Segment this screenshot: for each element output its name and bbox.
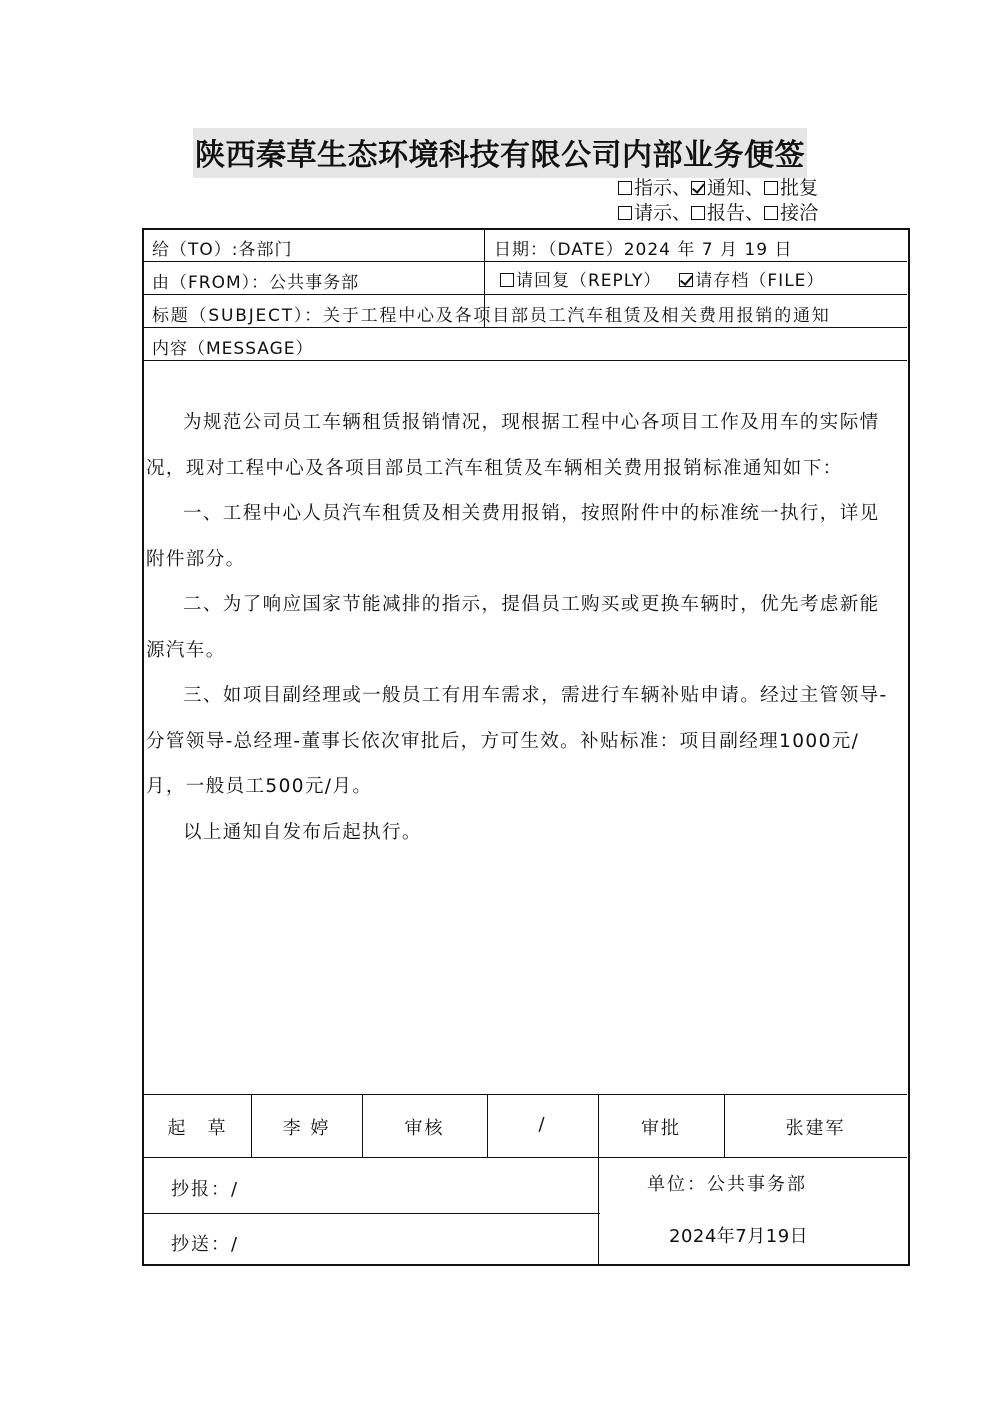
message-paragraph: 一、工程中心人员汽车租赁及相关费用报销，按照附件中的标准统一执行，详见附件部分。 xyxy=(146,503,880,570)
date-field: 日期：（DATE）2024 年 7 月 19 日 xyxy=(494,240,793,260)
approve-label: 审批 xyxy=(641,1118,681,1139)
review-value: / xyxy=(538,1114,547,1135)
type-checkbox[interactable] xyxy=(618,206,632,220)
type-label: 接洽 xyxy=(780,202,819,224)
message-paragraph: 为规范公司员工车辆租赁报销情况，现根据工程中心各项目工作及用车的实际情况，现对工程中心及各项目部员工汽车租赁及车辆相关费用报销标准通知如下： xyxy=(146,412,880,479)
draft-name: 李 婷 xyxy=(282,1118,331,1139)
message-paragraph: 三、如项目副经理或一般员工有用车需求，需进行车辆补贴申请。经过主管领导-分管领导-总经理-董事长依次审批后，方可生效。补贴标准：项目副经理1000元/月，一般员工500元/月。 xyxy=(146,685,888,797)
row-divider xyxy=(144,1157,907,1158)
review-label: 审核 xyxy=(404,1118,445,1139)
reply-checkbox[interactable] xyxy=(500,273,514,287)
memo-title: 陕西秦草生态环境科技有限公司内部业务便签 xyxy=(193,128,807,178)
memo-title-wrap xyxy=(0,128,1000,178)
row-divider xyxy=(144,261,907,262)
type-separator: 、 xyxy=(745,202,765,224)
type-checkbox[interactable] xyxy=(691,206,705,220)
message-paragraph: 以上通知自发布后起执行。 xyxy=(183,821,422,843)
approve-name: 张建军 xyxy=(785,1118,846,1139)
type-checkbox[interactable] xyxy=(764,181,778,195)
type-row xyxy=(618,176,818,201)
type-checkbox[interactable] xyxy=(691,181,705,195)
message-body xyxy=(146,400,892,855)
row-divider xyxy=(144,327,907,328)
reply-label: 请回复（REPLY） xyxy=(516,271,662,291)
subject-field: 标题（SUBJECT）：关于工程中心及各项目部员工汽车租赁及相关费用报销的通知 xyxy=(152,306,831,326)
footer-date: 2024年7月19日 xyxy=(669,1226,809,1247)
type-label: 通知 xyxy=(707,177,746,199)
row-divider xyxy=(144,1213,600,1214)
type-row xyxy=(618,201,818,226)
file-checkbox[interactable] xyxy=(679,273,693,287)
cc-send: 抄送：/ xyxy=(171,1234,240,1255)
unit-field: 单位：公共事务部 xyxy=(647,1174,807,1195)
message-label: 内容（MESSAGE） xyxy=(152,339,314,359)
cc-report: 抄报：/ xyxy=(171,1179,240,1200)
row-divider xyxy=(144,1094,907,1095)
type-separator: 、 xyxy=(745,177,765,199)
type-separator: 、 xyxy=(672,177,692,199)
draft-label: 起 草 xyxy=(167,1118,228,1139)
type-label: 报告 xyxy=(707,202,746,224)
row-divider xyxy=(144,294,907,295)
reply-file-options xyxy=(500,266,824,291)
type-label: 指示 xyxy=(634,177,673,199)
type-label: 批复 xyxy=(780,177,819,199)
type-label: 请示 xyxy=(634,202,673,224)
to-field: 给（TO）:各部门 xyxy=(152,240,293,260)
file-label: 请存档（FILE） xyxy=(695,271,825,291)
message-paragraph: 二、为了响应国家节能减排的指示，提倡员工购买或更换车辆时，优先考虑新能源汽车。 xyxy=(146,594,880,661)
memo-type-checkboxes xyxy=(618,176,818,226)
from-field: 由（FROM）：公共事务部 xyxy=(152,273,360,293)
row-divider xyxy=(144,360,907,361)
type-checkbox[interactable] xyxy=(764,206,778,220)
type-checkbox[interactable] xyxy=(618,181,632,195)
memo-form xyxy=(142,228,910,1266)
type-separator: 、 xyxy=(672,202,692,224)
